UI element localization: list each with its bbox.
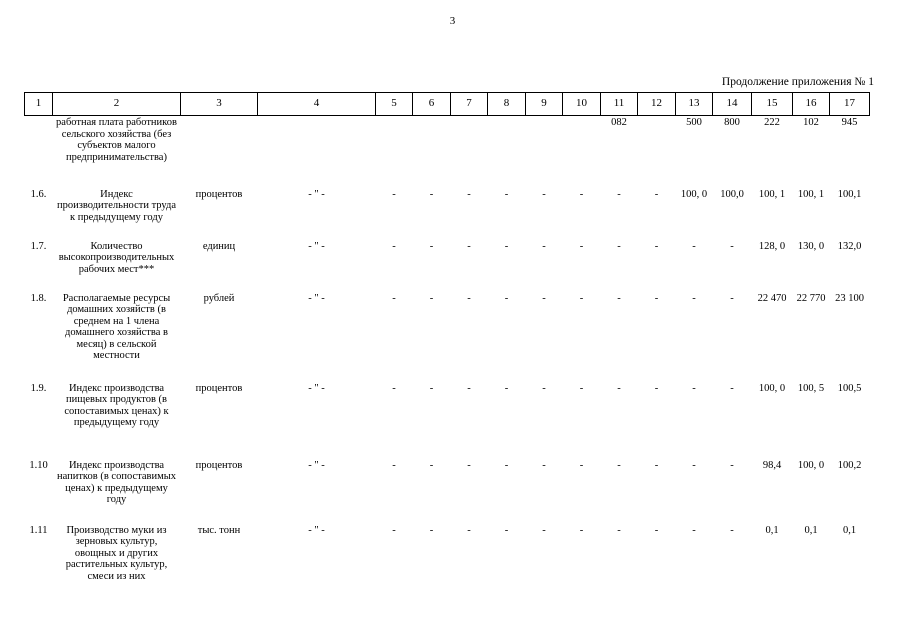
value-cell: - <box>467 382 471 394</box>
row-number: 1.10 <box>29 459 48 471</box>
value-cell: - <box>542 382 546 394</box>
value-cell: - <box>692 524 696 536</box>
unit-cell: единиц <box>202 240 236 252</box>
value-cell: 132,0 <box>837 240 862 252</box>
value-cell: - <box>579 240 584 252</box>
value-cell: 800 <box>724 117 740 128</box>
value-cell: - <box>692 459 696 471</box>
value-cell: - <box>467 524 471 536</box>
value-cell: - <box>730 292 734 304</box>
value-cell: - <box>617 292 621 304</box>
value-cell: - <box>392 240 396 252</box>
row-number: 1.11 <box>29 524 48 536</box>
table-row <box>25 187 870 239</box>
value-cell: - <box>542 292 546 304</box>
value-cell: - <box>429 188 434 200</box>
value-cell <box>413 116 451 187</box>
value-cell <box>638 116 676 187</box>
value-cell <box>563 116 601 187</box>
header-cell: 17 <box>830 93 870 116</box>
ref-cell: - " - <box>308 292 325 304</box>
value-cell: 102 <box>803 117 819 128</box>
table-row <box>25 381 870 458</box>
value-cell: 0,1 <box>765 524 779 536</box>
value-cell: - <box>654 382 659 394</box>
page-number: 3 <box>449 15 456 27</box>
value-cell: - <box>467 292 471 304</box>
header-cell: 15 <box>752 93 793 116</box>
value-cell: - <box>542 188 546 200</box>
continuation-caption: Продолжение приложения № 1 <box>721 76 874 88</box>
value-cell: - <box>579 382 584 394</box>
row-number <box>25 116 53 187</box>
table-row <box>25 523 870 593</box>
value-cell: - <box>692 292 696 304</box>
header-cell: 7 <box>451 93 488 116</box>
value-cell: - <box>730 459 734 471</box>
value-cell: 23 100 <box>835 292 864 304</box>
indicator-name: работная плата работников сельского хозяйства (без субъектов малого предпринимательства) <box>56 117 177 163</box>
value-cell: - <box>467 188 471 200</box>
value-cell: 100,1 <box>837 188 862 200</box>
value-cell: 22 470 <box>757 292 787 304</box>
unit-cell: рублей <box>203 292 235 304</box>
ref-cell: - " - <box>308 459 325 471</box>
value-cell: - <box>617 188 621 200</box>
value-cell: - <box>730 382 734 394</box>
indicator-name: Количество высокопроизводительных рабочих мест*** <box>58 240 175 275</box>
value-cell: 0,1 <box>842 524 857 536</box>
unit-cell <box>181 116 258 187</box>
value-cell: - <box>429 240 434 252</box>
value-cell: 100, 1 <box>758 188 786 200</box>
value-cell: - <box>392 524 396 536</box>
value-cell: - <box>579 292 584 304</box>
value-cell: - <box>429 524 434 536</box>
value-cell: 100,2 <box>837 459 862 471</box>
value-cell: - <box>654 188 659 200</box>
indicator-name: Располагаемые ресурсы домашних хозяйств (в среднем на 1 члена домашнего хозяйства в месяц) в сельской местности <box>62 292 171 361</box>
value-cell: 22 770 <box>796 292 826 304</box>
value-cell: - <box>542 524 546 536</box>
value-cell: 100, 0 <box>758 382 786 394</box>
indicator-name: Индекс производства пищевых продуктов (в сопоставимых ценах) к предыдущему году <box>64 382 169 428</box>
table-row <box>25 239 870 291</box>
indicator-table <box>24 92 870 593</box>
value-cell: - <box>730 524 734 536</box>
unit-cell: процентов <box>195 382 243 394</box>
value-cell: - <box>617 382 621 394</box>
value-cell: 100, 5 <box>797 382 825 394</box>
header-cell: 8 <box>488 93 526 116</box>
value-cell: - <box>617 240 621 252</box>
value-cell: 945 <box>841 117 858 128</box>
value-cell: - <box>392 382 396 394</box>
value-cell: - <box>392 188 396 200</box>
value-cell: - <box>429 459 434 471</box>
value-cell: - <box>504 459 509 471</box>
header-cell: 2 <box>53 93 181 116</box>
value-cell: 100,0 <box>720 188 744 200</box>
value-cell: 130, 0 <box>797 240 825 252</box>
table-row <box>25 291 870 381</box>
value-cell: - <box>692 382 696 394</box>
indicator-name: Индекс производства напитков (в сопоставимых ценах) к предыдущему году <box>56 459 177 505</box>
value-cell: - <box>730 240 734 252</box>
row-number: 1.8. <box>30 292 47 304</box>
value-cell <box>526 116 563 187</box>
header-cell: 9 <box>526 93 563 116</box>
ref-cell: - " - <box>308 188 325 200</box>
value-cell: 100, 0 <box>680 188 708 200</box>
value-cell: - <box>617 459 621 471</box>
row-number: 1.7. <box>30 240 47 252</box>
table-row <box>25 458 870 523</box>
value-cell: - <box>392 292 396 304</box>
header-cell: 12 <box>638 93 676 116</box>
indicator-name: Индекс производительности труда к предыдущему году <box>56 188 176 223</box>
value-cell: - <box>579 524 584 536</box>
value-cell: - <box>654 292 659 304</box>
value-cell: 100, 0 <box>797 459 825 471</box>
value-cell: 128, 0 <box>758 240 786 252</box>
header-cell: 16 <box>793 93 830 116</box>
value-cell <box>451 116 488 187</box>
header-row <box>25 93 870 116</box>
value-cell: - <box>654 240 659 252</box>
value-cell: 100, 1 <box>797 188 825 200</box>
ref-cell: - " - <box>308 524 325 536</box>
row-number: 1.6. <box>30 188 47 200</box>
value-cell <box>488 116 526 187</box>
ref-cell: - " - <box>308 240 325 252</box>
value-cell: - <box>504 382 509 394</box>
value-cell: - <box>504 240 509 252</box>
table-row <box>25 116 870 187</box>
value-cell: - <box>392 459 396 471</box>
value-cell: - <box>579 459 584 471</box>
header-cell: 6 <box>413 93 451 116</box>
header-cell: 14 <box>713 93 752 116</box>
value-cell: - <box>429 382 434 394</box>
value-cell: - <box>429 292 434 304</box>
value-cell <box>376 116 413 187</box>
header-cell: 3 <box>181 93 258 116</box>
header-cell: 10 <box>563 93 601 116</box>
ref-cell <box>258 116 376 187</box>
value-cell: - <box>504 524 509 536</box>
header-cell: 5 <box>376 93 413 116</box>
value-cell: - <box>654 524 659 536</box>
unit-cell: тыс. тонн <box>197 524 241 536</box>
value-cell: 082 <box>611 117 627 128</box>
value-cell: 500 <box>686 117 702 128</box>
value-cell: - <box>542 240 546 252</box>
value-cell: 0,1 <box>804 524 818 536</box>
header-cell: 13 <box>676 93 713 116</box>
indicator-name: Производство муки из зерновых культур, овощных и других растительных культур, смеси из них <box>65 524 168 582</box>
row-number: 1.9. <box>30 382 47 394</box>
value-cell: 222 <box>764 117 780 128</box>
value-cell: 100,5 <box>837 382 862 394</box>
value-cell: 98,4 <box>762 459 782 471</box>
value-cell: - <box>542 459 546 471</box>
unit-cell: процентов <box>195 459 243 471</box>
value-cell: - <box>467 240 471 252</box>
value-cell: - <box>504 188 509 200</box>
value-cell: - <box>504 292 509 304</box>
value-cell: - <box>654 459 659 471</box>
unit-cell: процентов <box>195 188 243 200</box>
header-cell: 4 <box>258 93 376 116</box>
header-cell: 1 <box>25 93 53 116</box>
ref-cell: - " - <box>308 382 325 394</box>
value-cell: - <box>467 459 471 471</box>
header-cell: 11 <box>601 93 638 116</box>
value-cell: - <box>617 524 621 536</box>
value-cell: - <box>579 188 584 200</box>
value-cell: - <box>692 240 696 252</box>
